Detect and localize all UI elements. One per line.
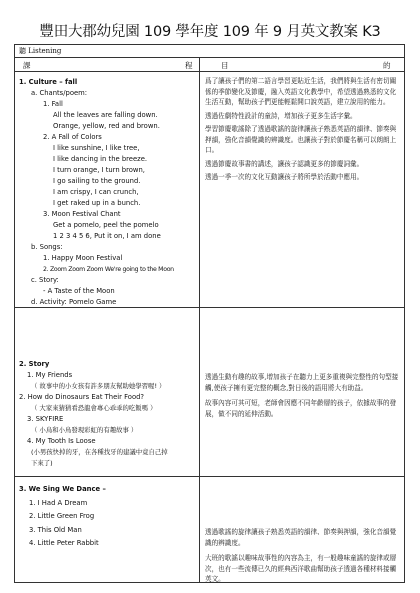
section1-heading: 1. Culture – fall xyxy=(19,78,78,86)
section1-line: I go sailing to the ground. xyxy=(53,177,141,185)
header-course-1: 課 xyxy=(23,61,31,70)
listening-label: 聽 Listening xyxy=(19,47,62,55)
section1-line: 2. Zoom Zoom Zoom We're going to the Moon xyxy=(43,266,174,273)
section3-content xyxy=(19,483,106,551)
column-divider xyxy=(199,57,200,582)
section3-line: 3. This Old Man xyxy=(29,525,82,534)
section1-line: 2. A Fall of Colors xyxy=(43,133,102,141)
section1-line: I like sunshine, I like tree, xyxy=(53,144,140,152)
section-divider xyxy=(15,476,404,477)
header-purpose-1: 目 xyxy=(221,61,229,70)
section3-line: 4. Little Peter Rabbit xyxy=(29,539,99,547)
section1-line: I get raked up in a bunch. xyxy=(53,199,141,207)
section1-line: - A Taste of the Moon xyxy=(43,287,115,295)
section1-line: 1. Fall xyxy=(43,100,63,108)
section1-line: c. Story: xyxy=(31,276,59,284)
purpose-paragraph: 透過節慶故事書的講述，讓孩子認識更多的節慶詞彙。 xyxy=(205,159,364,168)
header-purpose-2: 的 xyxy=(383,61,391,70)
section1-line: I am crispy, I can crunch, xyxy=(53,188,139,196)
section1-line: a. Chants/poem: xyxy=(31,89,88,97)
purpose-paragraph: 故事內容可其可短，老師會因應不同年齡層的孩子，依據故事的發展，做不同的延伸活動。 xyxy=(205,399,397,418)
purpose-paragraph: 爲了讓孩子們的第二語言學習更貼近生活，我們將與生活有密切關係的季節變化及節慶，融入英語文化教學中，希望透過熟悉的文化生活互動，幫助孩子們更能輕鬆開口說英語，建立說用的能力。 xyxy=(205,77,397,106)
section1-line: I like dancing in the breeze. xyxy=(53,155,148,163)
section3-line: 2. Little Green Frog xyxy=(29,512,95,520)
section3-heading: 3. We Sing We Dance – xyxy=(19,485,106,493)
section1-line: 1. Happy Moon Festival xyxy=(43,254,123,262)
section1-line: 3. Moon Festival Chant xyxy=(43,210,121,218)
divider xyxy=(15,57,404,58)
section2-line: 下來了) xyxy=(31,459,53,467)
section2-line: 1. My Friends xyxy=(27,371,73,379)
section1-line: d. Activity: Pomelo Game xyxy=(31,298,117,306)
divider xyxy=(15,71,404,72)
section2-line: 4. My Tooth Is Loose xyxy=(27,437,96,445)
lesson-plan-table xyxy=(14,44,405,583)
section2-purpose xyxy=(205,372,401,419)
purpose-paragraph: 學習節慶歌謠除了透過歌謠的旋律讓孩子熟悉英語的韻律、節奏與押韻，強化音韻覺識的辨識度。也讓孩子對於節慶名稱可以朗朗上口。 xyxy=(205,125,397,154)
section1-content xyxy=(19,77,174,308)
section3-line: 1. I Had A Dream xyxy=(29,498,88,507)
page-title: 豐田大郡幼兒園 109 學年度 109 年 9 月英文教案 K3 xyxy=(39,24,381,40)
section2-line: （ 小烏和小鳥發現彩虹的有趣故事 ） xyxy=(31,426,138,434)
purpose-paragraph: 大班的歌謠以趣味故事性的內容為主，有一般趣味童謠的旋律或層次，也有一些流傳已久的經典西洋歌曲幫助孩子透過各種材料接觸英文。 xyxy=(205,554,397,583)
purpose-paragraph: 透過佐劇特性設計的童詩，增加孩子更多生活字彙。 xyxy=(205,111,357,120)
section2-line: (小男孩快掉的牙，在各種找牙的建議中竟自己掉 xyxy=(31,448,168,456)
section3-purpose xyxy=(205,527,401,585)
section1-line: 1 2 3 4 5 6, Put it on, I am done xyxy=(53,232,161,240)
section1-line: b. Songs: xyxy=(31,243,63,251)
section-divider xyxy=(15,307,404,308)
section1-line: I turn orange, I turn brown, xyxy=(53,166,145,174)
header-course-2: 程 xyxy=(185,61,193,70)
section2-line: （ 故事中的小女孩有許多朋友幫助她學習喔! ） xyxy=(31,382,166,390)
purpose-paragraph: 透過生動有趣的故事,增加孩子在聽力上更多重複與完整性的句型接觸,使孩子擁有更完整的概念,對日後的語用將大有助益。 xyxy=(205,373,399,392)
section2-content xyxy=(19,359,168,469)
purpose-paragraph: 透過一季一次的文化互動讓孩子將所學於活動中應用。 xyxy=(205,173,364,181)
section2-line: （ 大家來猜猜看恐龍會專心乖乖的吃飯嗎 ） xyxy=(31,404,157,412)
purpose-paragraph: 透過歌謠的旋律讓孩子熟悉英語的韻律、節奏與押韻，強化音韻覺識的辨識度。 xyxy=(205,528,397,547)
section1-line: All the leaves are falling down. xyxy=(53,111,158,119)
section2-line: 3. SKYFIRE xyxy=(27,415,64,423)
section2-line: 2. How do Dinosaurs Eat Their Food? xyxy=(19,393,145,401)
section1-line: Get a pomelo, peel the pomelo xyxy=(53,221,159,229)
section1-purpose xyxy=(205,76,401,183)
section2-heading: 2. Story xyxy=(19,360,50,368)
section1-line: Orange, yellow, red and brown. xyxy=(53,122,160,130)
